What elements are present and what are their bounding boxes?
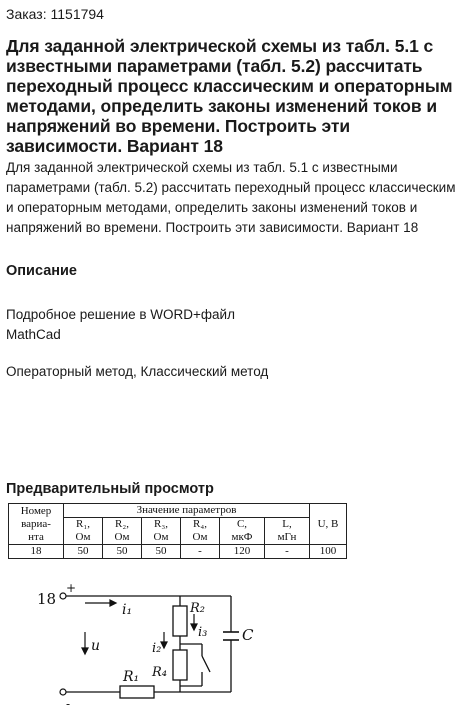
variant-header-line: вариа- [21,517,51,530]
i1-label: i₁ [122,602,133,618]
resistor-r2 [173,606,187,636]
col-header-r3 [142,518,181,545]
col-unit: мкФ [231,531,253,543]
table-cell: 50 [142,545,181,559]
order-number: Заказ: 1151794 [6,6,104,22]
col-symbol: R₂, [115,518,129,530]
col-symbol: R₄, [193,518,207,530]
col-header-r4 [181,518,220,545]
arrow-down-icon [82,648,88,654]
resistor-r1 [120,686,154,698]
description-heading: Описание [6,263,77,279]
col-symbol: R₁, [76,518,90,530]
table-cell: 100 [310,545,347,559]
col-header-l [265,518,310,545]
description-line-methods: Операторный метод, Классический метод [6,364,269,379]
table-cell: 18 [9,545,64,559]
table-row [9,545,347,559]
terminal-minus [60,689,66,695]
parameters-table [8,503,347,559]
r1-label: R₁ [123,669,140,685]
resistor-r4 [173,650,187,680]
i2-label: i₂ [152,641,162,656]
circuit-wires [63,596,231,692]
voltage-header: U, В [310,504,347,545]
table-cell: 120 [220,545,265,559]
arrow-down-icon [191,624,197,630]
table-cell: - [265,545,310,559]
col-unit: Ом [75,531,91,543]
plus-label: + [66,584,77,595]
col-unit: Ом [153,531,169,543]
minus-label: - [66,697,71,709]
switch-icon [202,656,210,672]
description-line-word: Подробное решение в WORD+файл [6,307,235,322]
description-line-mathcad: MathCad [6,327,61,342]
u-label: u [91,638,101,654]
col-header-c [220,518,265,545]
col-header-r1 [64,518,103,545]
variant-label: 18 [37,590,57,608]
arrow-right-icon [110,600,116,606]
col-header-r2 [103,518,142,545]
page-title: Для заданной электрической схемы из табл. 5.1 с известными параметрами (табл. 5.2) рассчитать переходный процесс классическим и операторным методами, определить законы изменений токов и напряжений во времени. Построить эти зависимости. Вариант 18 [6,36,453,156]
capacitor-c [223,632,239,640]
col-symbol: C, [236,518,248,530]
variant-header-line: Номер [20,504,52,517]
table-cell: 50 [103,545,142,559]
variant-header-line: нта [28,530,44,543]
preview-heading: Предварительный просмотр [6,481,214,497]
r2-label: R₂ [190,601,205,616]
arrow-down-icon [161,642,167,648]
col-symbol: R₃, [154,518,168,530]
task-description: Для заданной электрической схемы из табл. 5.1 с известными параметрами (табл. 5.2) рассчитать переходный процесс классическим и операторным методами, определить законы изменений токов и напряжений во времени. Построить эти зависимости. Вариант 18 [6,160,456,235]
col-symbol: L, [282,518,292,530]
parameters-group-header: Значение параметров [64,504,310,518]
col-unit: Ом [114,531,130,543]
c-label: C [242,626,254,644]
variant-header [9,504,64,545]
col-unit: мГн [277,531,297,543]
col-unit: Ом [192,531,208,543]
table-cell: - [181,545,220,559]
table-cell: 50 [64,545,103,559]
circuit-diagram [30,584,260,709]
i3-label: i₃ [198,625,208,640]
r4-label: R₄ [152,665,167,680]
